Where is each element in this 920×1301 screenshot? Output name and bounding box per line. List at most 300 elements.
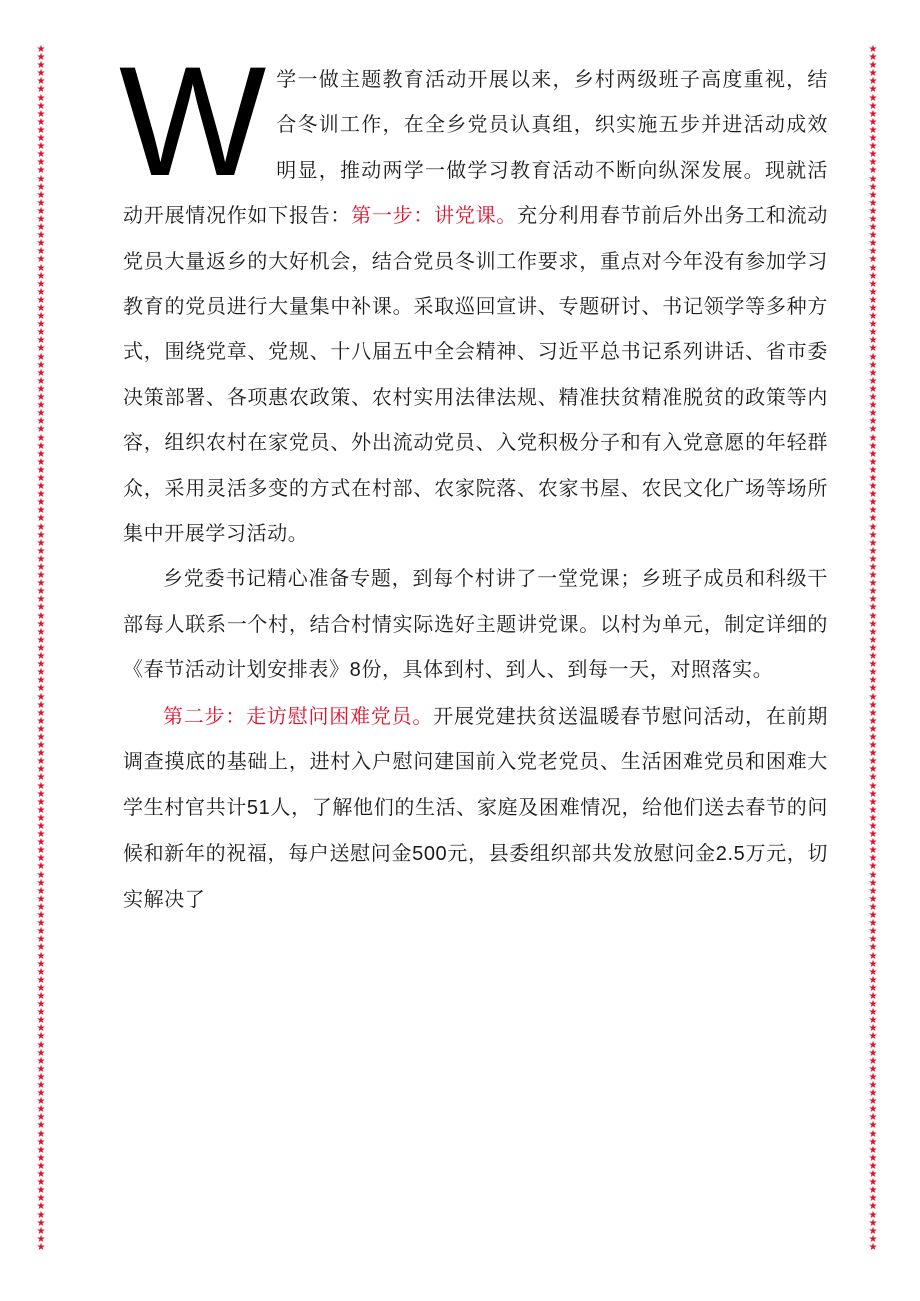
star-icon: ★ xyxy=(868,796,878,808)
star-icon: ★ xyxy=(868,294,878,306)
paragraph-3-text-c: 元，县委组织部共发放慰问金 xyxy=(447,840,716,865)
star-icon: ★ xyxy=(868,213,878,225)
star-icon: ★ xyxy=(868,124,878,136)
star-icon: ★ xyxy=(868,400,878,412)
star-icon: ★ xyxy=(36,1007,46,1019)
star-icon: ★ xyxy=(868,481,878,493)
star-icon: ★ xyxy=(868,780,878,792)
star-icon: ★ xyxy=(36,1031,46,1043)
star-icon: ★ xyxy=(36,1233,46,1245)
paragraph-1-body: 充分利用春节前后外出务工和流动党员大量返乡的大好机会，结合党员冬训工作要求，重点对今年没有参加学习教育的党员进行大量集中补课。采取巡回宣讲、专题研讨、书记领学等多种方式，围绕党章、党规、十八届五中全会精神、习近平总书记系列讲话、省市委决策部署、各项惠农政策、农村实用法律法规、精准扶贫精准脱贫的政策等内容，组织农村在家党员、外出流动党员、入党积极分子和有入党意愿的年轻群众，采用灵活多变的方式在村部、农家院落、农家书屋、农民文化广场等场所集中开展学习活动。 xyxy=(123,203,829,546)
star-icon: ★ xyxy=(36,149,46,161)
star-icon: ★ xyxy=(868,974,878,986)
star-icon: ★ xyxy=(868,966,878,978)
star-icon: ★ xyxy=(868,464,878,476)
star-icon: ★ xyxy=(868,1193,878,1205)
star-icon: ★ xyxy=(868,772,878,784)
star-icon: ★ xyxy=(36,456,46,468)
star-icon: ★ xyxy=(868,893,878,905)
star-icon: ★ xyxy=(868,586,878,598)
star-icon: ★ xyxy=(36,1209,46,1221)
star-icon: ★ xyxy=(36,343,46,355)
star-icon: ★ xyxy=(36,1071,46,1083)
star-icon: ★ xyxy=(868,715,878,727)
star-icon: ★ xyxy=(868,189,878,201)
document-body xyxy=(119,35,829,923)
star-icon: ★ xyxy=(868,683,878,695)
star-icon: ★ xyxy=(868,545,878,557)
star-icon: ★ xyxy=(36,901,46,913)
star-icon: ★ xyxy=(868,149,878,161)
star-icon: ★ xyxy=(868,60,878,72)
star-icon: ★ xyxy=(868,918,878,930)
star-icon: ★ xyxy=(36,116,46,128)
star-icon: ★ xyxy=(868,375,878,387)
star-icon: ★ xyxy=(36,675,46,687)
star-icon: ★ xyxy=(36,642,46,654)
star-icon: ★ xyxy=(868,804,878,816)
star-icon: ★ xyxy=(868,327,878,339)
star-icon: ★ xyxy=(36,165,46,177)
star-icon: ★ xyxy=(36,1241,46,1253)
star-icon: ★ xyxy=(36,367,46,379)
star-icon: ★ xyxy=(36,84,46,96)
star-icon: ★ xyxy=(868,1128,878,1140)
star-icon: ★ xyxy=(36,691,46,703)
star-icon: ★ xyxy=(36,990,46,1002)
paragraph-3-text-d: 万元，切实解决了 xyxy=(123,840,828,912)
star-icon: ★ xyxy=(36,1080,46,1091)
star-icon: ★ xyxy=(36,683,46,695)
star-icon: ★ xyxy=(868,416,878,428)
star-icon: ★ xyxy=(36,505,46,517)
star-icon: ★ xyxy=(868,270,878,282)
star-icon: ★ xyxy=(868,748,878,760)
per-household-amount: 500 xyxy=(412,842,448,865)
star-icon: ★ xyxy=(868,764,878,776)
star-icon: ★ xyxy=(868,1120,878,1132)
star-icon: ★ xyxy=(36,327,46,339)
star-icon: ★ xyxy=(868,92,878,104)
star-icon: ★ xyxy=(36,610,46,622)
star-icon: ★ xyxy=(36,966,46,978)
star-icon: ★ xyxy=(868,262,878,274)
star-icon: ★ xyxy=(868,424,878,436)
star-icon: ★ xyxy=(868,659,878,671)
star-icon: ★ xyxy=(36,1015,46,1027)
star-icon: ★ xyxy=(868,1233,878,1245)
star-icon: ★ xyxy=(36,383,46,395)
star-icon: ★ xyxy=(36,1120,46,1132)
star-icon: ★ xyxy=(36,553,46,565)
left-star-border xyxy=(34,46,48,1252)
total-amount: 2.5 xyxy=(715,842,746,865)
star-icon: ★ xyxy=(36,804,46,816)
star-icon: ★ xyxy=(868,740,878,752)
star-icon: ★ xyxy=(36,707,46,719)
star-icon: ★ xyxy=(36,100,46,112)
star-icon: ★ xyxy=(36,513,46,525)
star-icon: ★ xyxy=(868,108,878,120)
star-icon: ★ xyxy=(36,52,46,64)
star-icon: ★ xyxy=(868,141,878,153)
star-icon: ★ xyxy=(36,189,46,201)
star-icon: ★ xyxy=(36,926,46,938)
star-icon: ★ xyxy=(868,1241,878,1253)
star-icon: ★ xyxy=(36,319,46,331)
star-icon: ★ xyxy=(868,246,878,258)
star-icon: ★ xyxy=(36,448,46,460)
star-icon: ★ xyxy=(36,246,46,258)
star-icon: ★ xyxy=(868,343,878,355)
star-icon: ★ xyxy=(36,594,46,606)
star-icon: ★ xyxy=(868,1096,878,1108)
star-icon: ★ xyxy=(36,1144,46,1156)
star-icon: ★ xyxy=(36,602,46,614)
star-icon: ★ xyxy=(36,278,46,290)
star-icon: ★ xyxy=(36,570,46,582)
star-icon: ★ xyxy=(36,76,46,88)
star-icon: ★ xyxy=(36,124,46,136)
star-icon: ★ xyxy=(868,359,878,371)
star-icon: ★ xyxy=(36,740,46,752)
star-icon: ★ xyxy=(36,796,46,808)
right-star-border xyxy=(866,46,880,1252)
star-icon: ★ xyxy=(36,1225,46,1237)
star-icon: ★ xyxy=(36,481,46,493)
step-1-heading: 第一步：讲党课。 xyxy=(351,203,518,228)
star-icon: ★ xyxy=(868,448,878,460)
paragraph-1 xyxy=(119,35,829,556)
star-icon: ★ xyxy=(868,278,878,290)
star-icon: ★ xyxy=(36,853,46,865)
star-icon: ★ xyxy=(36,821,46,832)
star-icon: ★ xyxy=(868,1144,878,1156)
star-icon: ★ xyxy=(36,157,46,169)
star-icon: ★ xyxy=(36,1185,46,1197)
star-icon: ★ xyxy=(868,901,878,913)
star-icon: ★ xyxy=(868,197,878,209)
star-icon: ★ xyxy=(868,521,878,533)
star-icon: ★ xyxy=(868,238,878,250)
star-icon: ★ xyxy=(868,837,878,849)
star-icon: ★ xyxy=(36,837,46,849)
star-icon: ★ xyxy=(36,877,46,889)
star-icon: ★ xyxy=(868,84,878,96)
star-icon: ★ xyxy=(36,529,46,541)
star-icon: ★ xyxy=(36,634,46,646)
star-icon: ★ xyxy=(868,651,878,663)
star-icon: ★ xyxy=(36,303,46,314)
star-icon: ★ xyxy=(868,303,878,314)
star-icon: ★ xyxy=(868,286,878,298)
star-icon: ★ xyxy=(868,942,878,954)
star-icon: ★ xyxy=(868,829,878,841)
star-icon: ★ xyxy=(36,311,46,323)
star-icon: ★ xyxy=(868,788,878,800)
star-icon: ★ xyxy=(36,521,46,533)
star-icon: ★ xyxy=(36,699,46,711)
star-icon: ★ xyxy=(36,1169,46,1181)
star-icon: ★ xyxy=(36,715,46,727)
star-icon: ★ xyxy=(868,934,878,946)
star-icon: ★ xyxy=(36,934,46,946)
star-icon: ★ xyxy=(36,1160,46,1172)
star-icon: ★ xyxy=(36,845,46,857)
star-icon: ★ xyxy=(36,950,46,962)
star-icon: ★ xyxy=(36,731,46,743)
star-icon: ★ xyxy=(36,359,46,371)
star-icon: ★ xyxy=(868,667,878,679)
star-icon: ★ xyxy=(36,181,46,193)
star-icon: ★ xyxy=(868,578,878,590)
star-icon: ★ xyxy=(868,311,878,323)
star-icon: ★ xyxy=(868,1047,878,1059)
star-icon: ★ xyxy=(36,1112,46,1124)
star-icon: ★ xyxy=(868,675,878,687)
star-icon: ★ xyxy=(868,230,878,242)
star-icon: ★ xyxy=(868,853,878,865)
star-icon: ★ xyxy=(36,1104,46,1116)
star-icon: ★ xyxy=(868,642,878,654)
star-icon: ★ xyxy=(36,408,46,420)
star-icon: ★ xyxy=(868,626,878,638)
star-icon: ★ xyxy=(868,133,878,145)
star-icon: ★ xyxy=(36,375,46,387)
star-icon: ★ xyxy=(36,68,46,80)
star-icon: ★ xyxy=(36,667,46,679)
star-icon: ★ xyxy=(36,958,46,970)
star-icon: ★ xyxy=(868,319,878,331)
star-icon: ★ xyxy=(868,1104,878,1116)
star-icon: ★ xyxy=(36,764,46,776)
paragraph-3-text-a: 开展党建扶贫送温暖春节慰问活动，在前期调查摸底的基础上，进村入户慰问建国前入党老党员、生活困难党员和困难大学生村官共计 xyxy=(123,703,828,819)
star-icon: ★ xyxy=(868,634,878,646)
star-icon: ★ xyxy=(36,1055,46,1067)
star-icon: ★ xyxy=(36,400,46,412)
star-icon: ★ xyxy=(36,230,46,242)
star-icon: ★ xyxy=(868,68,878,80)
star-icon: ★ xyxy=(868,1136,878,1148)
star-icon: ★ xyxy=(36,222,46,234)
star-icon: ★ xyxy=(868,157,878,169)
star-icon: ★ xyxy=(36,1047,46,1059)
star-icon: ★ xyxy=(36,92,46,104)
star-icon: ★ xyxy=(868,1031,878,1043)
paragraph-2-text-a: 乡党委书记精心准备专题，到每个村讲了一堂党课；乡班子成员和科级干部每人联系一个村，结合村情实际选好主题讲党课。以村为单元，制定详细的《春节活动计划安排表》 xyxy=(123,566,828,682)
paragraph-1-intro: 学一做主题教育活动开展以来，乡村两级班子高度重视，结合冬训工作，在全乡党员认真组，织实施五步并进活动成效明显，推动两学一做学习教育活动不断向纵深发展。现就活动开展情况作如下报告： xyxy=(123,67,828,228)
star-icon: ★ xyxy=(36,205,46,217)
paragraph-2 xyxy=(123,556,828,693)
star-icon: ★ xyxy=(36,772,46,784)
star-icon: ★ xyxy=(36,545,46,557)
star-icon: ★ xyxy=(36,659,46,671)
star-icon: ★ xyxy=(868,1063,878,1075)
star-icon: ★ xyxy=(36,472,46,484)
star-icon: ★ xyxy=(868,821,878,832)
star-icon: ★ xyxy=(36,197,46,209)
star-icon: ★ xyxy=(868,1071,878,1083)
star-icon: ★ xyxy=(868,1007,878,1019)
star-icon: ★ xyxy=(868,181,878,193)
star-icon: ★ xyxy=(868,100,878,112)
star-icon: ★ xyxy=(36,626,46,638)
star-icon: ★ xyxy=(36,424,46,436)
star-icon: ★ xyxy=(868,756,878,768)
star-icon: ★ xyxy=(868,610,878,622)
star-icon: ★ xyxy=(868,165,878,177)
star-icon: ★ xyxy=(868,950,878,962)
star-icon: ★ xyxy=(36,918,46,930)
star-icon: ★ xyxy=(36,141,46,153)
star-icon: ★ xyxy=(868,497,878,509)
schedule-count: 8 xyxy=(349,659,362,682)
star-icon: ★ xyxy=(868,1152,878,1164)
star-icon: ★ xyxy=(868,1055,878,1067)
star-icon: ★ xyxy=(36,537,46,549)
star-icon: ★ xyxy=(36,1193,46,1205)
visited-people-count: 51 xyxy=(246,796,271,819)
star-icon: ★ xyxy=(868,570,878,582)
star-icon: ★ xyxy=(36,1136,46,1148)
star-icon: ★ xyxy=(868,885,878,897)
star-icon: ★ xyxy=(36,586,46,598)
star-icon: ★ xyxy=(36,869,46,881)
star-icon: ★ xyxy=(36,286,46,298)
star-icon: ★ xyxy=(868,456,878,468)
star-icon: ★ xyxy=(36,999,46,1011)
star-icon: ★ xyxy=(868,1023,878,1035)
star-icon: ★ xyxy=(868,602,878,614)
star-icon: ★ xyxy=(868,116,878,128)
paragraph-3 xyxy=(123,694,828,923)
star-icon: ★ xyxy=(868,707,878,719)
star-icon: ★ xyxy=(868,489,878,501)
star-icon: ★ xyxy=(36,1152,46,1164)
star-icon: ★ xyxy=(36,335,46,347)
star-icon: ★ xyxy=(868,845,878,857)
star-icon: ★ xyxy=(868,869,878,881)
star-icon: ★ xyxy=(36,294,46,306)
star-icon: ★ xyxy=(36,254,46,266)
star-icon: ★ xyxy=(36,173,46,185)
star-icon: ★ xyxy=(868,254,878,266)
star-icon: ★ xyxy=(868,1177,878,1189)
star-icon: ★ xyxy=(36,1177,46,1189)
star-icon: ★ xyxy=(36,1128,46,1140)
star-icon: ★ xyxy=(36,489,46,501)
star-icon: ★ xyxy=(36,982,46,994)
star-icon: ★ xyxy=(868,222,878,234)
star-icon: ★ xyxy=(868,392,878,404)
star-icon: ★ xyxy=(868,877,878,889)
star-icon: ★ xyxy=(868,958,878,970)
star-icon: ★ xyxy=(36,108,46,120)
star-icon: ★ xyxy=(868,699,878,711)
star-icon: ★ xyxy=(868,926,878,938)
star-icon: ★ xyxy=(868,432,878,444)
star-icon: ★ xyxy=(868,505,878,517)
star-icon: ★ xyxy=(36,562,46,573)
star-icon: ★ xyxy=(868,205,878,217)
star-icon: ★ xyxy=(36,238,46,250)
star-icon: ★ xyxy=(868,594,878,606)
star-icon: ★ xyxy=(36,942,46,954)
star-icon: ★ xyxy=(36,133,46,145)
star-icon: ★ xyxy=(36,893,46,905)
star-icon: ★ xyxy=(36,651,46,663)
star-icon: ★ xyxy=(36,723,46,735)
star-icon: ★ xyxy=(36,262,46,274)
dropcap-letter: W xyxy=(119,35,267,209)
star-icon: ★ xyxy=(868,1201,878,1213)
star-icon: ★ xyxy=(868,723,878,735)
star-icon: ★ xyxy=(36,1088,46,1100)
star-icon: ★ xyxy=(36,578,46,590)
star-icon: ★ xyxy=(36,974,46,986)
star-icon: ★ xyxy=(868,44,878,55)
star-icon: ★ xyxy=(36,618,46,630)
star-icon: ★ xyxy=(868,408,878,420)
star-icon: ★ xyxy=(868,691,878,703)
star-icon: ★ xyxy=(868,440,878,452)
star-icon: ★ xyxy=(868,861,878,873)
star-icon: ★ xyxy=(868,1217,878,1229)
star-icon: ★ xyxy=(36,1217,46,1229)
star-icon: ★ xyxy=(868,367,878,379)
star-icon: ★ xyxy=(868,52,878,64)
star-icon: ★ xyxy=(36,270,46,282)
star-icon: ★ xyxy=(36,497,46,509)
star-icon: ★ xyxy=(36,748,46,760)
star-icon: ★ xyxy=(36,1039,46,1051)
star-icon: ★ xyxy=(868,1169,878,1181)
star-icon: ★ xyxy=(868,529,878,541)
star-icon: ★ xyxy=(868,335,878,347)
star-icon: ★ xyxy=(36,1063,46,1075)
star-icon: ★ xyxy=(868,1160,878,1172)
star-icon: ★ xyxy=(36,351,46,363)
star-icon: ★ xyxy=(36,812,46,824)
star-icon: ★ xyxy=(868,1015,878,1027)
star-icon: ★ xyxy=(868,76,878,88)
star-icon: ★ xyxy=(36,416,46,428)
star-icon: ★ xyxy=(868,383,878,395)
star-icon: ★ xyxy=(868,472,878,484)
star-icon: ★ xyxy=(868,618,878,630)
star-icon: ★ xyxy=(36,440,46,452)
star-icon: ★ xyxy=(868,1080,878,1091)
star-icon: ★ xyxy=(36,885,46,897)
star-icon: ★ xyxy=(36,1096,46,1108)
step-2-heading: 第二步：走访慰问困难党员。 xyxy=(163,703,434,728)
star-icon: ★ xyxy=(868,1039,878,1051)
paragraph-2-text-b: 份，具体到村、到人、到每一天，对照落实。 xyxy=(361,657,774,682)
star-icon: ★ xyxy=(36,213,46,225)
star-icon: ★ xyxy=(868,562,878,573)
star-icon: ★ xyxy=(36,861,46,873)
star-icon: ★ xyxy=(36,432,46,444)
star-icon: ★ xyxy=(868,982,878,994)
star-icon: ★ xyxy=(868,999,878,1011)
star-icon: ★ xyxy=(868,351,878,363)
star-icon: ★ xyxy=(868,1112,878,1124)
star-icon: ★ xyxy=(868,990,878,1002)
star-icon: ★ xyxy=(868,553,878,565)
star-icon: ★ xyxy=(868,1185,878,1197)
star-icon: ★ xyxy=(36,756,46,768)
star-icon: ★ xyxy=(36,1023,46,1035)
